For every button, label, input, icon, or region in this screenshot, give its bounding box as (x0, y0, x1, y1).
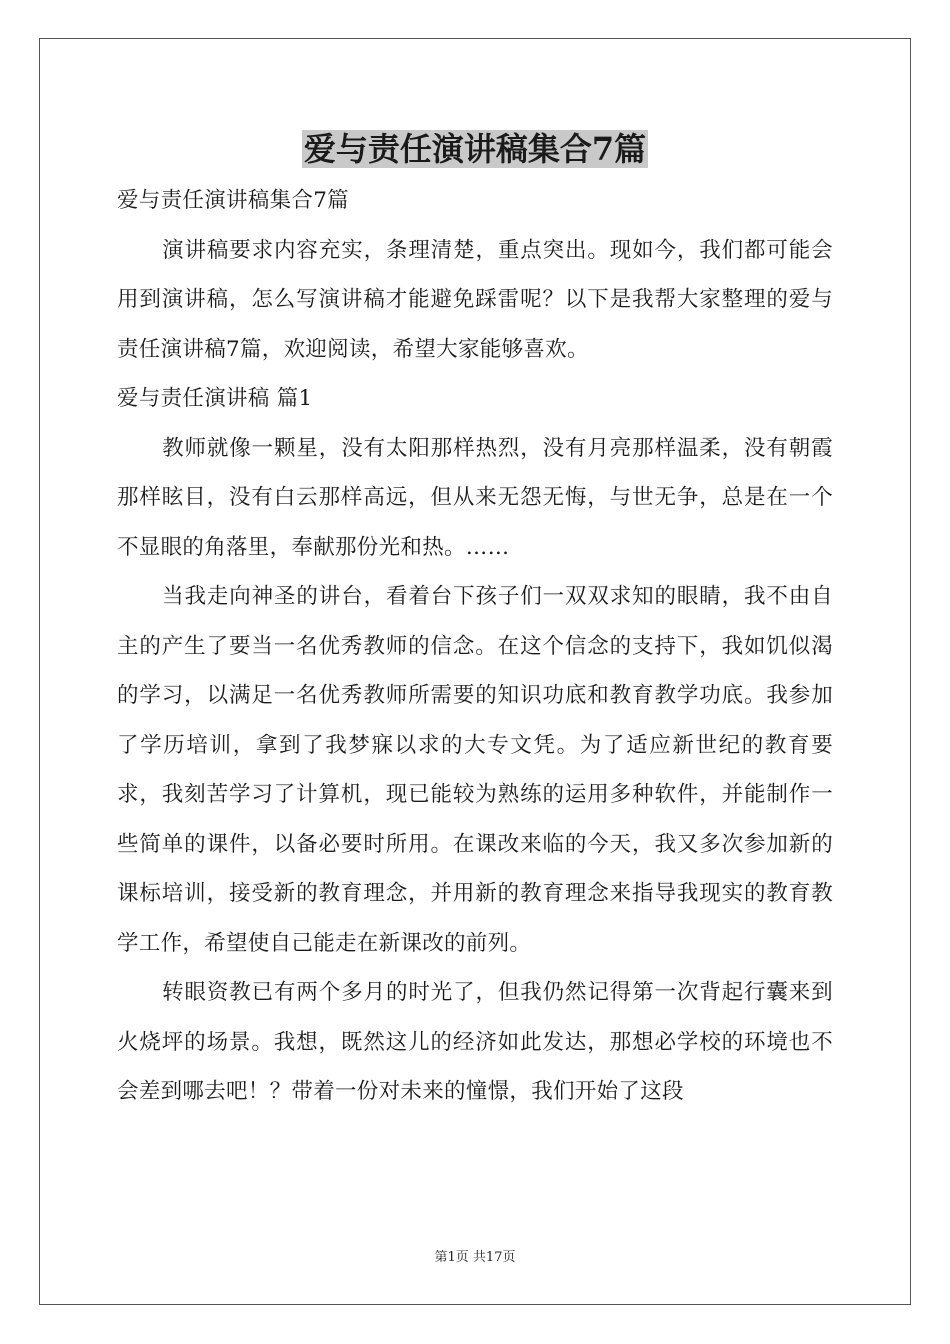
page-footer (0, 1246, 950, 1265)
document-title-text: 爱与责任演讲稿集合7篇 (303, 130, 647, 168)
body-paragraph-2: 当我走向神圣的讲台，看着台下孩子们一双双求知的眼睛，我不由自主的产生了要当一名优秀教师的信念。在这个信念的支持下，我如饥似渴的学习，以满足一名优秀教师所需要的知识功底和教育教学功底。我参加了学历培训，拿到了我梦寐以求的大专文凭。为了适应新世纪的教育要求，我刻苦学习了计算机，现已能较为熟练的运用多种软件，并能制作一些简单的课件，以备必要时所用。在课改来临的今天，我又多次参加新的课标培训，接受新的教育理念，并用新的教育理念来指导我现实的教育教学工作，希望使自己能走在新课改的前列。 (117, 584, 833, 956)
document-subtitle: 爱与责任演讲稿集合7篇 (117, 188, 349, 213)
body-paragraph-3: 转眼资教已有两个多月的时光了，但我仍然记得第一次背起行囊来到火烧坪的场景。我想，既然这儿的经济如此发达，那想必学校的环境也不会差到哪去吧！？带着一份对未来的憧憬，我们开始了这段 (117, 980, 833, 1104)
body-paragraph-1: 教师就像一颗星，没有太阳那样热烈，没有月亮那样温柔，没有朝霞那样眩目，没有白云那样高远，但从来无怨无悔，与世无争，总是在一个不显眼的角落里，奉献那份光和热。…… (117, 435, 833, 560)
document-body (117, 176, 833, 1117)
document-title (0, 124, 950, 174)
section-heading: 爱与责任演讲稿 篇1 (117, 386, 313, 411)
intro-paragraph: 演讲稿要求内容充实，条理清楚，重点突出。现如今，我们都可能会用到演讲稿，怎么写演讲稿才能避免踩雷呢？以下是我帮大家整理的爱与责任演讲稿7篇，欢迎阅读，希望大家能够喜欢。 (117, 237, 833, 362)
page-number: 第1页 共17页 (434, 1250, 516, 1265)
